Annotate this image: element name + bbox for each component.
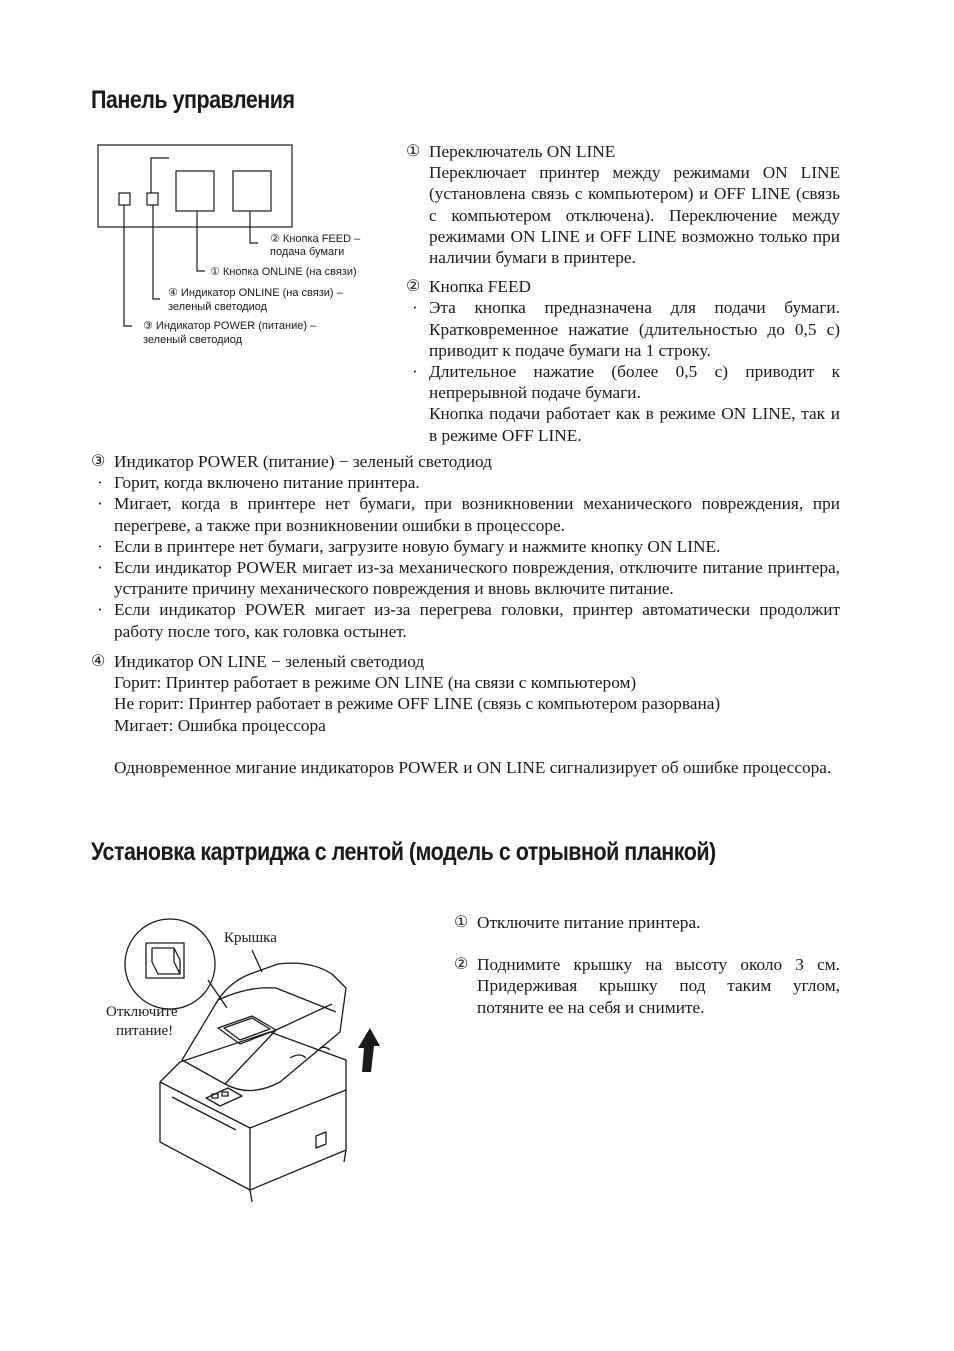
power-led-leader-line bbox=[124, 205, 132, 326]
item-number: ③ bbox=[91, 453, 106, 470]
item-note: Кнопка подачи работает как в режиме ON LINE, так и в режиме OFF LINE. bbox=[429, 404, 840, 445]
item-note: Одновременное мигание индикаторов POWER и ON LINE сигнализирует об ошибке процессора. bbox=[114, 757, 832, 777]
item-title: Переключатель ON LINE bbox=[429, 142, 616, 161]
item-feed-button bbox=[406, 276, 840, 297]
bullet-text: Если индикатор POWER мигает из-за перегрева головки, принтер автоматически продолжит работу после того, как головка остынет. bbox=[114, 600, 840, 641]
bullet-text: Горит, когда включено питание принтера. bbox=[114, 473, 420, 493]
lift-arrow-icon bbox=[358, 1028, 380, 1072]
status-line: Горит: Принтер работает в режиме ON LINE (на связи с компьютером) bbox=[114, 673, 637, 693]
bullet-text: Эта кнопка предназначена для подачи бумаги. Кратковременное нажатие (длительностью до 0,5 с) приводит к подаче бумаги на 1 строку. bbox=[429, 298, 840, 360]
list-item: · Если в принтере нет бумаги, загрузите новую бумагу и нажмите кнопку ON LINE. bbox=[97, 536, 721, 556]
bullet-text: Если индикатор POWER мигает из-за механического повреждения, отключите питание принтера, устраните причину механического повреждения и вновь включите питание. bbox=[114, 558, 840, 599]
item-text: Переключает принтер между режимами ON LINE (установлена связь с компьютером) и OFF LINE (связь с компьютером отключена). Переключение между режимами ON LINE и OFF LINE возможно только при наличии бумаги в принтере. bbox=[429, 163, 840, 268]
item-online-switch bbox=[406, 141, 840, 268]
control-panel-descriptions bbox=[406, 141, 840, 446]
feed-label-line2: подача бумаги bbox=[270, 246, 345, 258]
control-panel-diagram bbox=[88, 140, 398, 355]
section-title-cartridge: Установка картриджа с лентой (модель с отрывной планкой) bbox=[91, 838, 716, 866]
list-item: · Эта кнопка предназначена для подачи бумаги. Кратковременное нажатие (длительностью до 0,5 с) приводит к подаче бумаги на 1 строку. bbox=[412, 298, 840, 360]
item-number: ① bbox=[406, 143, 421, 160]
power-off-label-line1: Отключите bbox=[106, 1004, 178, 1020]
item-power-indicator bbox=[91, 451, 840, 642]
item-number: ④ bbox=[91, 653, 106, 670]
list-item: · Горит, когда включено питание принтера. bbox=[97, 473, 420, 493]
online-led-label-line2: зеленый светодиод bbox=[168, 301, 268, 313]
power-led-label-line1: ③ Индикатор POWER (питание) – bbox=[143, 320, 317, 332]
online-button-label: ① Кнопка ONLINE (на связи) bbox=[210, 266, 357, 278]
power-off-label-line2: питание! bbox=[116, 1023, 174, 1039]
bullet-text: Длительное нажатие (более 0,5 с) приводит к непрерывной подаче бумаги. bbox=[429, 362, 840, 403]
status-line: Не горит: Принтер работает в режиме OFF LINE (связь с компьютером разорвана) bbox=[114, 694, 721, 714]
online-button-shape bbox=[176, 171, 214, 211]
power-led-label-line2: зеленый светодиод bbox=[143, 334, 243, 346]
item-title: Индикатор POWER (питание) − зеленый светодиод bbox=[114, 452, 492, 471]
list-item: · Длительное нажатие (более 0,5 с) приводит к непрерывной подаче бумаги. bbox=[412, 362, 840, 403]
item-title: Индикатор ON LINE − зеленый светодиод bbox=[114, 652, 425, 671]
list-item bbox=[454, 912, 840, 933]
status-line: Мигает: Ошибка процессора bbox=[114, 715, 326, 735]
printer-illustration bbox=[100, 912, 400, 1202]
item-online-indicator bbox=[91, 651, 840, 778]
step-number: ① bbox=[454, 914, 469, 931]
feed-button-shape bbox=[233, 171, 271, 211]
bullet-text: Мигает, когда в принтере нет бумаги, при возникновении механического повреждения, при перегреве, а также при возникновении ошибки в процессоре. bbox=[114, 494, 840, 535]
online-led-label-line1: ④ Индикатор ONLINE (на связи) – bbox=[168, 287, 343, 299]
list-item: · Мигает, когда в принтере нет бумаги, при возникновении механического повреждения, при перегреве, а также при возникновении ошибки в процессоре. bbox=[97, 494, 840, 535]
power-switch-callout bbox=[125, 919, 215, 1009]
step-number: ② bbox=[454, 956, 469, 974]
list-item: · Если индикатор POWER мигает из-за перегрева головки, принтер автоматически продолжит работу после того, как головка остынет. bbox=[97, 600, 840, 641]
bullet-text: Если в принтере нет бумаги, загрузите новую бумагу и нажмите кнопку ON LINE. bbox=[114, 536, 721, 556]
power-led-shape bbox=[119, 193, 130, 205]
list-item bbox=[454, 954, 840, 1018]
online-led-shape bbox=[147, 193, 158, 205]
online-led-leader-line bbox=[153, 205, 160, 299]
step-text: Поднимите крышку на высоту около 3 см. Придерживая крышку под таким углом, потяните ее на себя и снимите. bbox=[477, 955, 840, 1017]
item-number: ② bbox=[406, 278, 421, 296]
cover-shape bbox=[182, 963, 346, 1090]
online-button-leader-line bbox=[197, 211, 205, 271]
step-text: Отключите питание принтера. bbox=[477, 913, 701, 932]
feed-label-line1: ② Кнопка FEED – bbox=[270, 233, 361, 245]
cover-label: Крышка bbox=[224, 930, 277, 946]
panel-outline bbox=[98, 145, 292, 227]
section-title-control-panel: Панель управления bbox=[91, 86, 295, 114]
item-title: Кнопка FEED bbox=[429, 277, 531, 297]
list-item: · Если индикатор POWER мигает из-за механического повреждения, отключите питание принтера, устраните причину механического повреждения и вновь включите питание. bbox=[97, 558, 840, 599]
cartridge-steps bbox=[454, 912, 840, 1018]
